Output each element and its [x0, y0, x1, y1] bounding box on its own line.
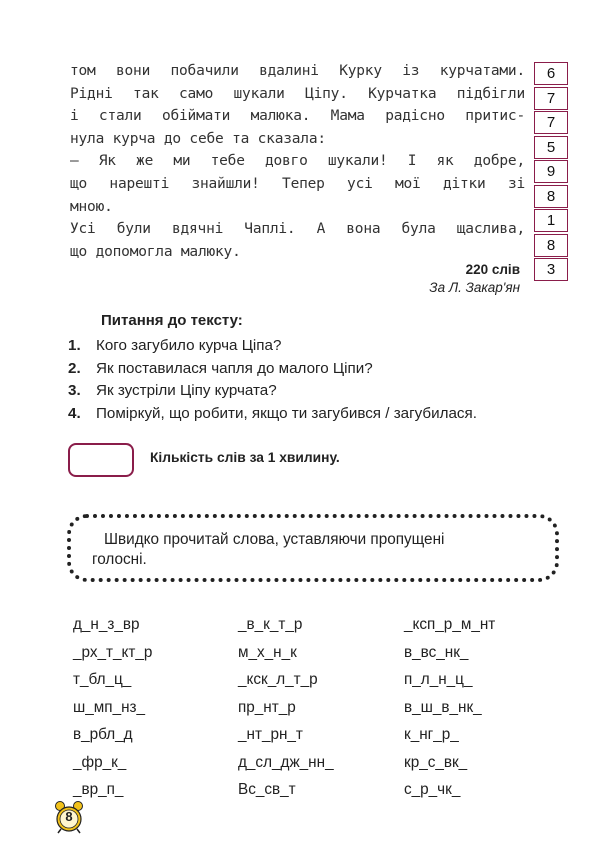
word-item: _фр_к_: [73, 753, 127, 771]
word-item: в_ш_в_нк_: [404, 698, 482, 716]
question-item: [68, 380, 477, 403]
word-column-1: [73, 611, 152, 804]
word-item: _нт_рн_т: [238, 726, 303, 743]
word-item: _в_к_т_р: [238, 616, 303, 633]
question-number: 2.: [68, 359, 81, 377]
word-item: д_сл_дж_нн_: [238, 753, 334, 771]
word-item: в_рбл_д: [73, 726, 133, 743]
line-word-count: 6: [534, 62, 568, 85]
story-line: Рідні так само шукали Ціпу. Курчатка підбігли: [70, 85, 525, 102]
word-column-3: [404, 611, 495, 804]
word-item: м_х_н_к: [238, 643, 297, 661]
word-item: _рх_т_кт_р: [73, 643, 153, 661]
line-word-count: 5: [534, 136, 568, 159]
question-text: Поміркуй, що робити, якщо ти загубився / загубилася.: [96, 405, 477, 423]
word-item: п_л_н_ц_: [404, 671, 473, 688]
word-item: с_р_чк_: [404, 781, 461, 798]
words-total: 220 слів: [465, 262, 520, 277]
questions-list: [68, 335, 477, 426]
question-item: [68, 403, 477, 426]
story-line: том вони побачили вдалині Курку із курчатами.: [70, 63, 525, 79]
line-word-count: 8: [534, 234, 568, 257]
story-line: — Як же ми тебе довго шукали! І як добре,: [70, 153, 525, 170]
question-number: 4.: [68, 405, 81, 423]
word-item: в_вс_нк_: [404, 643, 469, 661]
task-line: Швидко прочитай слова, уставляючи пропущені: [104, 531, 445, 548]
word-item: пр_нт_р: [238, 698, 296, 716]
task-box: [67, 514, 559, 582]
question-text: Як поставилася чапля до малого Ціпи?: [96, 359, 373, 377]
line-word-count: 1: [534, 209, 568, 232]
story-line: нула курча до себе та сказала:: [70, 130, 326, 147]
question-item: [68, 335, 477, 358]
word-item: _вр_п_: [73, 781, 124, 798]
question-item: [68, 358, 477, 381]
question-number: 3.: [68, 382, 81, 400]
question-number: 1.: [68, 337, 81, 354]
line-word-count: 3: [534, 258, 568, 281]
line-word-count: 7: [534, 87, 568, 110]
question-text: Як зустріли Ціпу курчата?: [96, 382, 277, 400]
word-item: кр_с_вк_: [404, 753, 468, 771]
word-count-column: [534, 62, 568, 283]
questions-title: Питання до тексту:: [101, 312, 243, 329]
word-item: ш_мп_нз_: [73, 698, 146, 716]
story-text: [70, 60, 525, 263]
story-line: що нарешті знайшли! Тепер усі мої дітки зі: [70, 175, 525, 192]
words-per-minute-box[interactable]: [68, 443, 134, 477]
story-line: Усі були вдячні Чаплі. А вона була щаслива,: [70, 221, 525, 238]
author-credit: За Л. Закар'ян: [429, 280, 520, 295]
word-item: _кск_л_т_р: [238, 671, 318, 688]
line-word-count: 7: [534, 111, 568, 134]
task-line: голосні.: [92, 551, 147, 568]
line-word-count: 8: [534, 185, 568, 208]
story-line: і стали обіймати малюка. Мама радісно притис-: [70, 108, 525, 125]
word-item: к_нг_р_: [404, 726, 459, 743]
word-column-2: [238, 611, 334, 804]
words-per-minute-label: Кількість слів за 1 хвилину.: [150, 450, 340, 465]
task-instruction: [71, 530, 555, 570]
question-text: Кого загубило курча Ціпа?: [96, 337, 282, 354]
word-item: т_бл_ц_: [73, 671, 132, 688]
word-item: _ксп_р_м_нт: [404, 616, 496, 633]
page-number: 8: [65, 809, 73, 824]
story-line: мною.: [70, 198, 113, 215]
word-item: Вс_св_т: [238, 781, 296, 798]
word-item: д_н_з_вр: [73, 616, 140, 633]
line-word-count: 9: [534, 160, 568, 183]
story-line: що допомогла малюку.: [70, 243, 241, 260]
